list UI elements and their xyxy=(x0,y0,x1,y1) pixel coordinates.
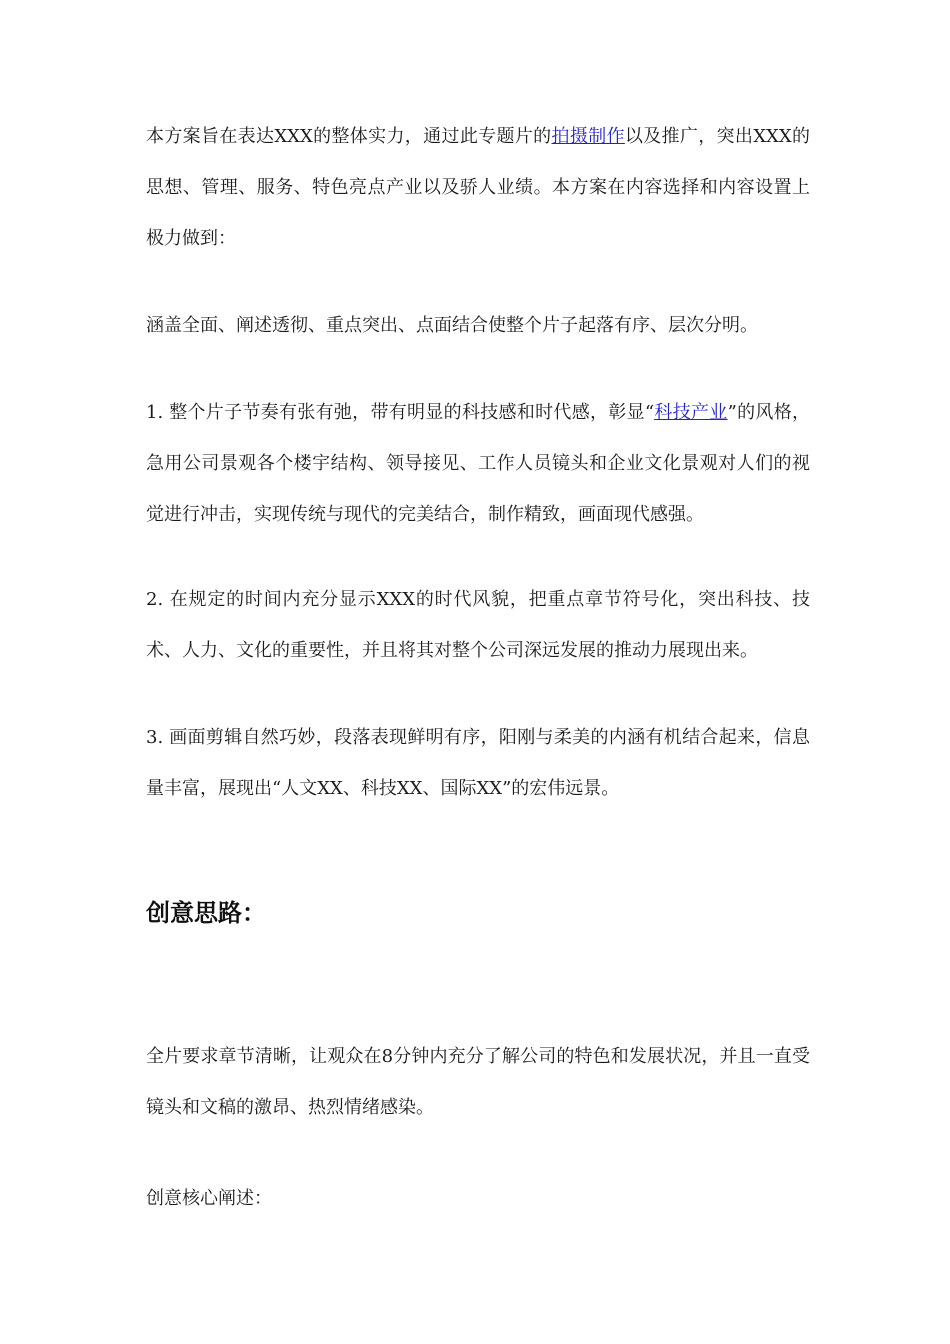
item-1-text-1: 1. 整个片子节奏有张有弛，带有明显的科技感和时代感，彰显“ xyxy=(146,402,655,423)
creative-core-label: 创意核心阐述： xyxy=(146,1188,272,1209)
item-3-paragraph: 3. 画面剪辑自然巧妙，段落表现鲜明有序，阳刚与柔美的内涵有机结合起来，信息量丰富，展现出“人文XX、科技XX、国际XX”的宏伟远景。 xyxy=(146,727,810,799)
section-heading-creative-ideas: 创意思路： xyxy=(146,899,266,927)
creative-paragraph: 全片要求章节清晰，让观众在8分钟内充分了解公司的特色和发展状况，并且一直受镜头和文稿的激昂、热烈情绪感染。 xyxy=(146,1046,810,1118)
link-shooting-production[interactable]: 拍摄制作 xyxy=(551,126,625,147)
summary-paragraph: 涵盖全面、阐述透彻、重点突出、点面结合使整个片子起落有序、层次分明。 xyxy=(146,315,758,336)
intro-text-2: 以及推广，突出XXX的思想、管理、服务、特色亮点产业以及骄人业绩。本方案在内容选择和内容设置上极力做到： xyxy=(146,126,811,249)
item-1-text-2: ”的风格，急用公司景观各个楼宇结构、领导接见、工作人员镜头和企业文化景观对人们的视觉进行冲击，实现传统与现代的完美结合，制作精致，画面现代感强。 xyxy=(146,402,810,525)
intro-text-1: 本方案旨在表达XXX的整体实力，通过此专题片的 xyxy=(146,126,552,147)
item-2-paragraph: 2. 在规定的时间内充分显示XXX的时代风貌，把重点章节符号化，突出科技、技术、人力、文化的重要性，并且将其对整个公司深远发展的推动力展现出来。 xyxy=(146,589,810,661)
link-tech-industry[interactable]: 科技产业 xyxy=(654,402,728,423)
intro-paragraph xyxy=(146,111,810,264)
item-1-paragraph xyxy=(146,387,810,540)
